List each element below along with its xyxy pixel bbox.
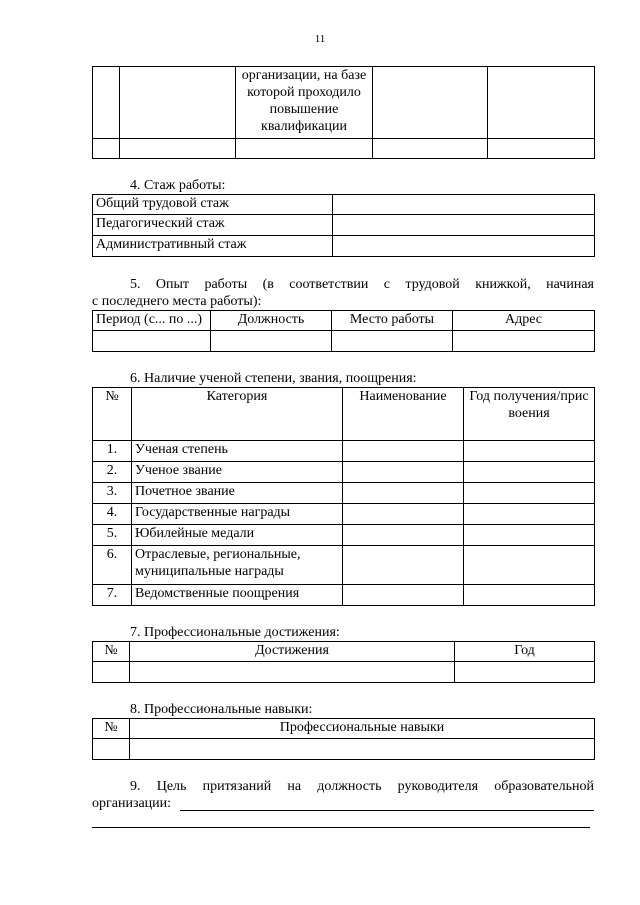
section-4-heading: 4. Стаж работы: <box>130 178 226 193</box>
column-header: Должность <box>211 311 332 331</box>
column-header: Год получения/присвоения <box>464 388 595 441</box>
row-category: Юбилейные медали <box>132 525 343 546</box>
table-cell <box>488 67 595 139</box>
table-cell[interactable] <box>464 483 595 504</box>
column-header: Адрес <box>453 311 595 331</box>
table-cell[interactable] <box>464 462 595 483</box>
section-7-heading: 7. Профессиональные достижения: <box>130 625 340 640</box>
table-cell <box>93 67 120 139</box>
row-category: Отраслевые, региональные, муниципальные награды <box>132 546 343 585</box>
skills-table <box>92 718 595 760</box>
table-cell[interactable] <box>343 462 464 483</box>
table-cell[interactable] <box>343 504 464 525</box>
row-number: 5. <box>93 525 132 546</box>
section-8-heading: 8. Профессиональные навыки: <box>130 702 313 717</box>
table-cell <box>120 139 236 159</box>
table-cell[interactable] <box>453 331 595 352</box>
table-cell[interactable] <box>464 441 595 462</box>
goal-input-line-2[interactable] <box>92 827 590 828</box>
table-cell[interactable] <box>93 739 130 760</box>
column-header: Достижения <box>130 642 455 662</box>
table-cell[interactable] <box>464 525 595 546</box>
section-9-heading: 9. Цель притязаний на должность руководителя образовательной <box>130 779 594 794</box>
row-number: 2. <box>93 462 132 483</box>
column-header: Профессиональные навыки <box>130 719 595 739</box>
table-cell[interactable] <box>130 739 595 760</box>
qualification-table <box>92 66 595 159</box>
table-cell[interactable] <box>343 546 464 585</box>
row-number: 1. <box>93 441 132 462</box>
goal-input-line[interactable] <box>180 810 594 811</box>
table-cell <box>488 139 595 159</box>
column-header: Год <box>455 642 595 662</box>
section-9-heading-cont: организации: <box>92 796 172 811</box>
experience-value-field[interactable] <box>333 195 595 215</box>
section-5-heading: 5. Опыт работы (в соответствии с трудовой книжкой, начиная <box>130 277 594 292</box>
qualification-org-cell: организации, на базе которой проходило повышение квалификации <box>236 67 373 139</box>
table-cell[interactable] <box>93 331 211 352</box>
table-cell[interactable] <box>343 585 464 606</box>
column-header: № <box>93 642 130 662</box>
column-header: № <box>93 388 132 441</box>
row-number: 7. <box>93 585 132 606</box>
row-category: Ведомственные поощрения <box>132 585 343 606</box>
table-cell[interactable] <box>211 331 332 352</box>
row-category: Государственные награды <box>132 504 343 525</box>
row-category: Почетное звание <box>132 483 343 504</box>
table-cell <box>373 67 488 139</box>
table-cell[interactable] <box>130 662 455 683</box>
table-cell[interactable] <box>343 525 464 546</box>
page-number: 11 <box>314 33 326 45</box>
work-history-table <box>92 310 595 352</box>
table-cell <box>373 139 488 159</box>
table-cell[interactable] <box>343 483 464 504</box>
section-5-heading-cont: с последнего места работы): <box>92 294 262 309</box>
experience-value-field[interactable] <box>333 236 595 257</box>
achievements-table <box>92 641 595 683</box>
column-header: Период (с... по ...) <box>93 311 211 331</box>
table-cell[interactable] <box>332 331 453 352</box>
table-cell <box>120 67 236 139</box>
table-cell[interactable] <box>464 504 595 525</box>
table-cell[interactable] <box>464 546 595 585</box>
table-cell <box>236 139 373 159</box>
column-header: Категория <box>132 388 343 441</box>
column-header: Наименование <box>343 388 464 441</box>
row-category: Ученое звание <box>132 462 343 483</box>
experience-label: Педагогический стаж <box>93 215 333 236</box>
experience-label: Административный стаж <box>93 236 333 257</box>
table-cell[interactable] <box>93 662 130 683</box>
column-header: № <box>93 719 130 739</box>
table-cell[interactable] <box>343 441 464 462</box>
table-cell[interactable] <box>464 585 595 606</box>
experience-table <box>92 194 595 257</box>
degrees-awards-table <box>92 387 595 606</box>
section-6-heading: 6. Наличие ученой степени, звания, поощрения: <box>130 371 417 386</box>
experience-label: Общий трудовой стаж <box>93 195 333 215</box>
row-category: Ученая степень <box>132 441 343 462</box>
column-header: Место работы <box>332 311 453 331</box>
table-cell <box>93 139 120 159</box>
row-number: 4. <box>93 504 132 525</box>
row-number: 3. <box>93 483 132 504</box>
experience-value-field[interactable] <box>333 215 595 236</box>
table-cell[interactable] <box>455 662 595 683</box>
row-number: 6. <box>93 546 132 585</box>
